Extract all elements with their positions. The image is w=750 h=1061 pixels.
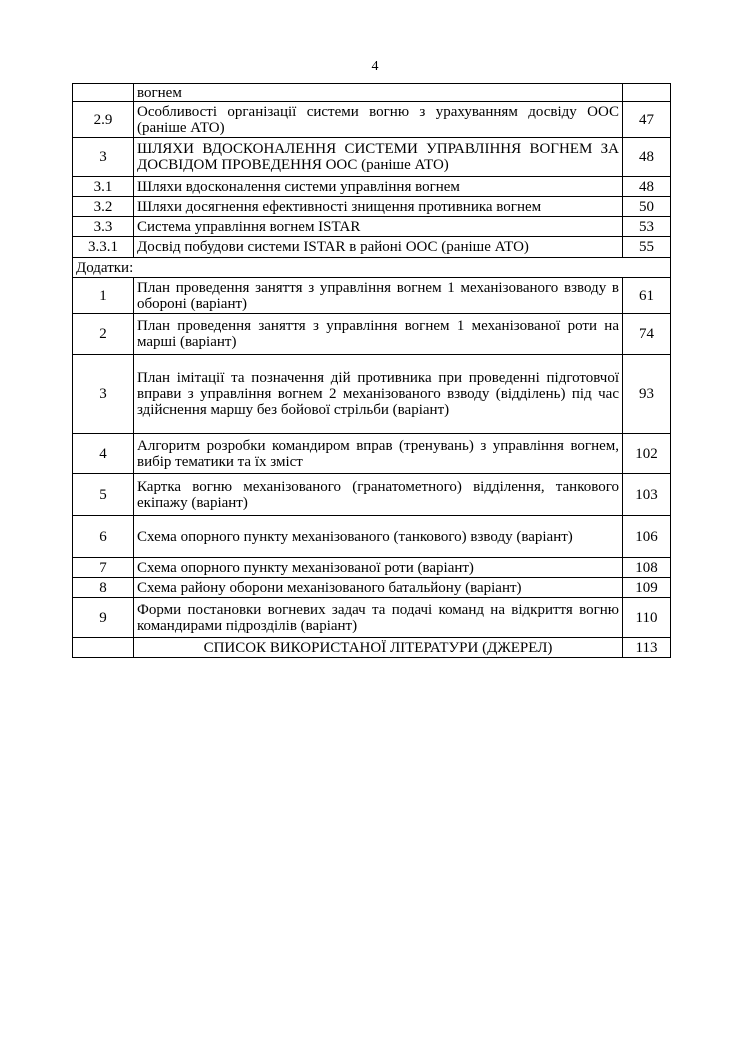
row-number: 1 [73, 278, 134, 314]
toc-row [73, 177, 671, 197]
row-title: вогнем [134, 84, 623, 102]
row-number: 8 [73, 578, 134, 598]
row-page: 74 [623, 314, 671, 355]
toc-row [73, 558, 671, 578]
row-page: 53 [623, 217, 671, 237]
toc-row [73, 138, 671, 177]
toc-row [73, 278, 671, 314]
toc-row [73, 598, 671, 638]
appendix-heading-row [73, 258, 671, 278]
row-page: 55 [623, 237, 671, 258]
row-number: 6 [73, 516, 134, 558]
row-page: 48 [623, 177, 671, 197]
toc-row-bibliography [73, 638, 671, 658]
row-number: 3 [73, 138, 134, 177]
row-page: 108 [623, 558, 671, 578]
toc-body [73, 84, 671, 658]
toc-row [73, 314, 671, 355]
toc-row [73, 102, 671, 138]
row-page: 103 [623, 474, 671, 516]
row-title: Досвід побудови системи ISTAR в районі ООС (раніше АТО) [134, 237, 623, 258]
row-number: 3.3.1 [73, 237, 134, 258]
row-number: 9 [73, 598, 134, 638]
toc-row [73, 355, 671, 434]
row-page: 110 [623, 598, 671, 638]
row-title: Особливості організації системи вогню з урахуванням досвіду ООС (раніше АТО) [134, 102, 623, 138]
row-title: Схема району оборони механізованого батальйону (варіант) [134, 578, 623, 598]
toc-row [73, 237, 671, 258]
row-title: Шляхи вдосконалення системи управління вогнем [134, 177, 623, 197]
appendix-heading: Додатки: [73, 258, 671, 278]
row-number: 7 [73, 558, 134, 578]
row-title: Система управління вогнем ISTAR [134, 217, 623, 237]
row-title: План імітації та позначення дій противника при проведенні підготовчої вправи з управління вогнем 2 механізованого взводу (відділень) під час здійснення маршу без бойової стрільби (варіант) [134, 355, 623, 434]
row-page: 106 [623, 516, 671, 558]
row-number: 2 [73, 314, 134, 355]
toc-row [73, 217, 671, 237]
row-page: 47 [623, 102, 671, 138]
row-number [73, 638, 134, 658]
row-title: Схема опорного пункту механізованого (танкового) взводу (варіант) [134, 516, 623, 558]
toc-row [73, 84, 671, 102]
row-title: Схема опорного пункту механізованої роти (варіант) [134, 558, 623, 578]
row-title: План проведення заняття з управління вогнем 1 механізованого взводу в обороні (варіант) [134, 278, 623, 314]
toc-row [73, 197, 671, 217]
row-title: Алгоритм розробки командиром вправ (тренувань) з управління вогнем, вибір тематики та їх зміст [134, 434, 623, 474]
row-page: 102 [623, 434, 671, 474]
row-title: Шляхи досягнення ефективності знищення противника вогнем [134, 197, 623, 217]
row-number: 2.9 [73, 102, 134, 138]
row-page: 109 [623, 578, 671, 598]
row-page: 113 [623, 638, 671, 658]
row-number: 3.1 [73, 177, 134, 197]
row-number: 3.2 [73, 197, 134, 217]
table-of-contents [72, 83, 671, 658]
row-title: Картка вогню механізованого (гранатометного) відділення, танкового екіпажу (варіант) [134, 474, 623, 516]
row-page: 50 [623, 197, 671, 217]
row-page: 93 [623, 355, 671, 434]
row-title: План проведення заняття з управління вогнем 1 механізованої роти на марші (варіант) [134, 314, 623, 355]
row-title: ШЛЯХИ ВДОСКОНАЛЕННЯ СИСТЕМИ УПРАВЛІННЯ ВОГНЕМ ЗА ДОСВІДОМ ПРОВЕДЕННЯ ООС (раніше АТО) [134, 138, 623, 177]
page-number: 4 [371, 59, 379, 74]
row-title: СПИСОК ВИКОРИСТАНОЇ ЛІТЕРАТУРИ (ДЖЕРЕЛ) [134, 638, 623, 658]
row-page: 48 [623, 138, 671, 177]
toc-row [73, 474, 671, 516]
toc-row [73, 516, 671, 558]
toc-row [73, 578, 671, 598]
row-number: 3 [73, 355, 134, 434]
row-number [73, 84, 134, 102]
row-page [623, 84, 671, 102]
row-number: 5 [73, 474, 134, 516]
row-number: 4 [73, 434, 134, 474]
toc-row [73, 434, 671, 474]
row-page: 61 [623, 278, 671, 314]
row-number: 3.3 [73, 217, 134, 237]
row-title: Форми постановки вогневих задач та подачі команд на відкриття вогню командирами підрозділів (варіант) [134, 598, 623, 638]
